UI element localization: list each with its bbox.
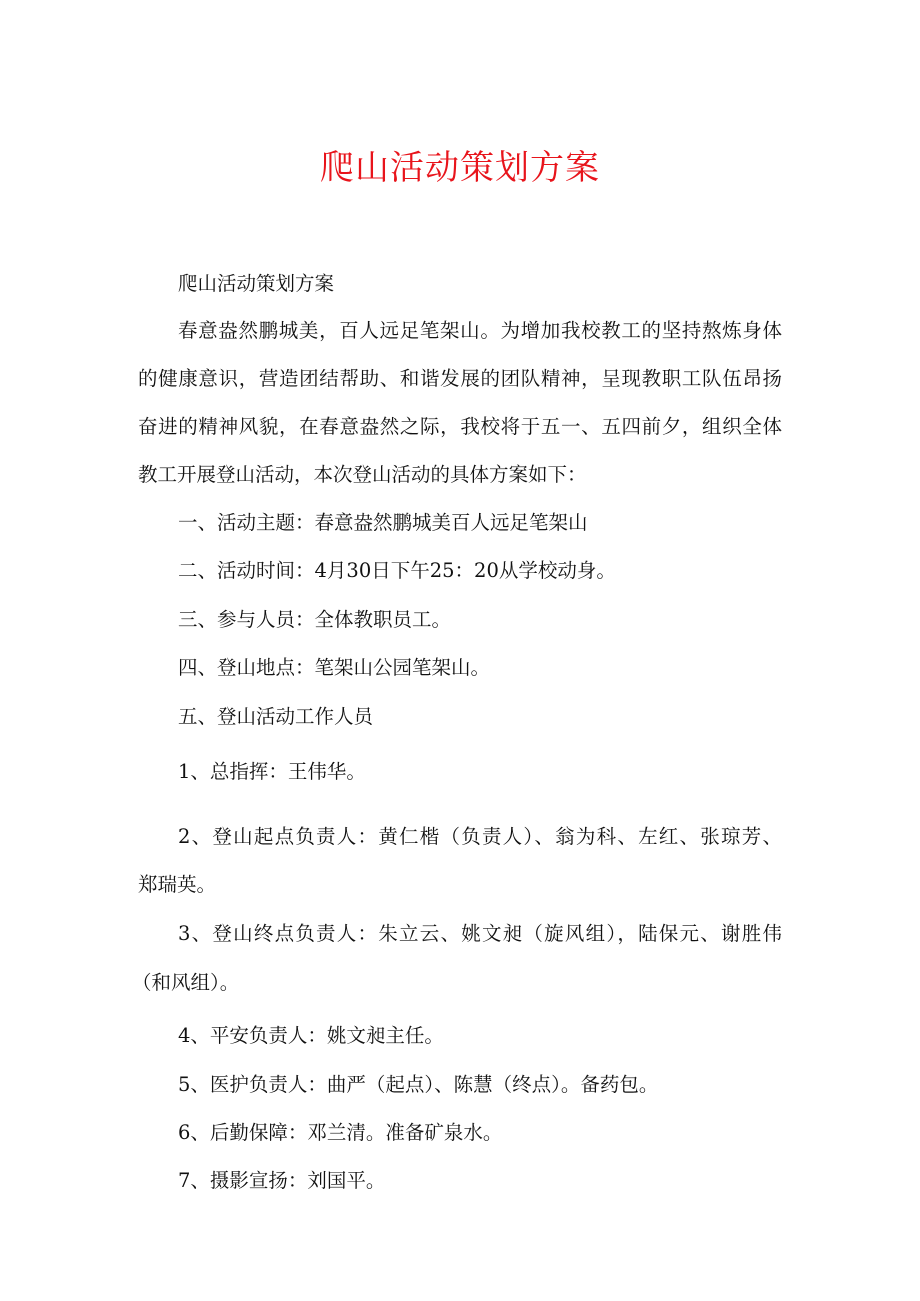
intro-line: 的健康意识，营造团结帮助、和谐发展的团队精神，呈现教职工队伍昂扬	[138, 367, 782, 390]
staff-item: 4、平安负责人：姚文昶主任。	[178, 1024, 444, 1047]
intro-line: 春意盎然鹏城美，百人远足笔架山。为增加我校教工的坚持熬炼身体	[178, 319, 782, 342]
staff-item-cont: 郑瑞英。	[138, 873, 217, 896]
document-title: 爬山活动策划方案	[320, 148, 600, 188]
section-time: 二、活动时间：4月30日下午25：20从学校动身。	[178, 559, 616, 582]
staff-item: 7、摄影宣扬：刘国平。	[178, 1169, 386, 1192]
staff-item-cont: （和风组）。	[132, 971, 240, 994]
staff-item: 3、登山终点负责人：朱立云、姚文昶（旋风组），陆保元、谢胜伟	[178, 922, 782, 945]
section-participants: 三、参与人员：全体教职员工。	[178, 608, 452, 631]
section-location: 四、登山地点：笔架山公园笔架山。	[178, 656, 491, 679]
staff-item: 2、登山起点负责人：黄仁楷（负责人）、翁为科、左红、张琼芳、	[178, 825, 782, 848]
staff-item: 5、医护负责人：曲严（起点）、陈慧（终点）。备药包。	[178, 1073, 659, 1096]
staff-item: 1、总指挥：王伟华。	[178, 760, 366, 783]
section-staff: 五、登山活动工作人员	[178, 705, 374, 728]
section-theme: 一、活动主题：春意盎然鹏城美百人远足笔架山	[178, 511, 588, 534]
subtitle: 爬山活动策划方案	[178, 272, 335, 295]
intro-line: 奋进的精神风貌，在春意盎然之际，我校将于五一、五四前夕，组织全体	[138, 415, 782, 438]
staff-item: 6、后勤保障：邓兰清。准备矿泉水。	[178, 1121, 503, 1144]
intro-line: 教工开展登山活动，本次登山活动的具体方案如下：	[138, 463, 587, 486]
